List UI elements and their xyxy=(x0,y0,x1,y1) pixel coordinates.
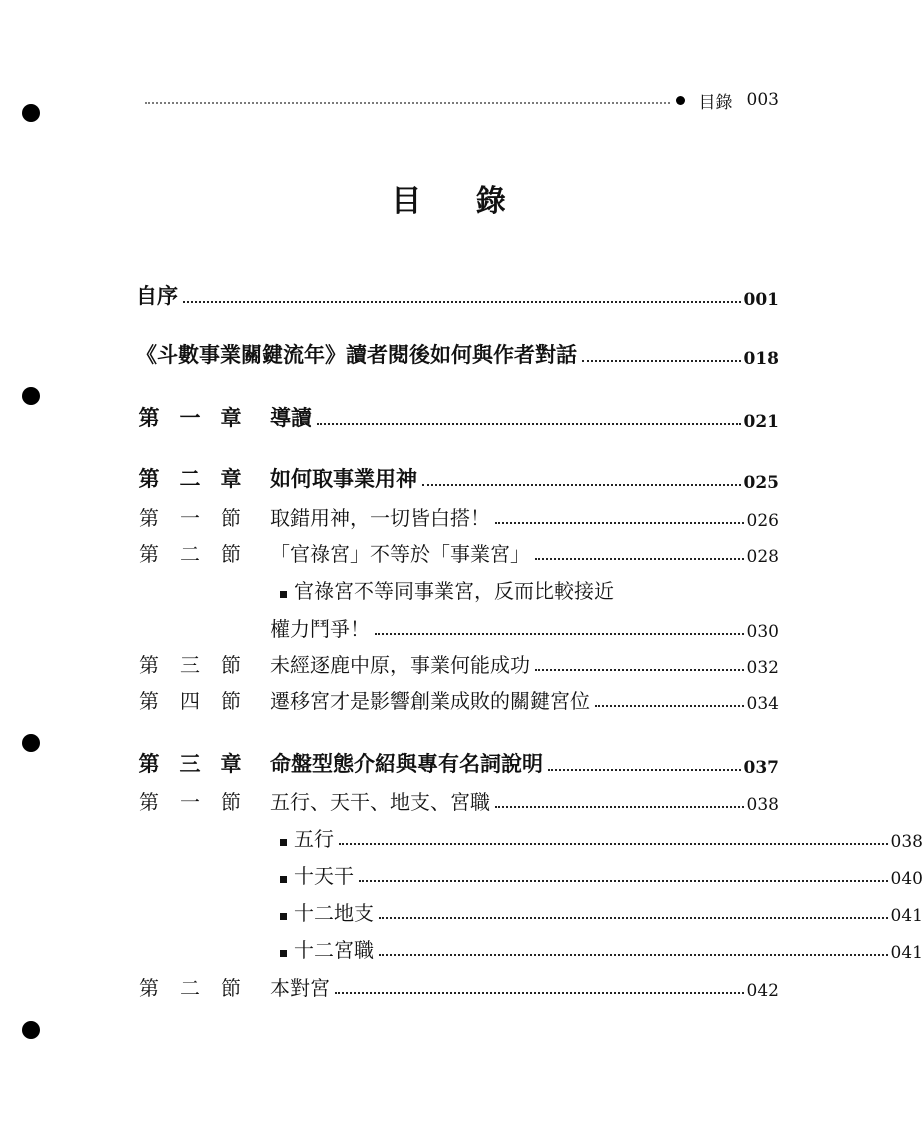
toc-leader xyxy=(379,954,888,956)
toc-leader xyxy=(535,669,744,671)
toc-page-number: 001 xyxy=(743,290,779,310)
toc-subitem[interactable] xyxy=(136,822,923,852)
toc-entry-text: 權力鬥爭！ xyxy=(270,617,370,641)
square-bullet-icon xyxy=(280,950,287,957)
square-bullet-icon xyxy=(280,913,287,920)
toc-leader xyxy=(339,843,888,845)
toc-page-number: 018 xyxy=(743,349,779,369)
binder-hole xyxy=(22,1021,40,1039)
page-title: 目 錄 xyxy=(391,184,528,219)
square-bullet-icon xyxy=(280,876,287,883)
header-section: 目錄 xyxy=(698,92,733,113)
toc-subitem-continued[interactable] xyxy=(270,612,779,642)
toc-leader xyxy=(582,360,741,362)
toc-entry-text: 《斗數事業關鍵流年》讀者閱後如何與作者對話 xyxy=(136,343,577,367)
square-bullet-icon xyxy=(280,839,287,846)
toc-label: 第 三 章 xyxy=(138,752,242,776)
toc-entry-text: 十二地支 xyxy=(294,901,374,925)
toc-label: 第 一 節 xyxy=(139,506,241,530)
toc-subitem[interactable] xyxy=(136,574,779,604)
toc-leader xyxy=(375,633,744,635)
header-page-number: 003 xyxy=(746,90,779,110)
toc-page-number: 025 xyxy=(743,473,779,493)
toc-section-2-1[interactable] xyxy=(136,501,779,531)
toc-page-number: 042 xyxy=(746,981,779,1001)
toc-leader xyxy=(495,806,744,808)
toc-page-number: 037 xyxy=(743,758,779,778)
toc-label: 第 四 節 xyxy=(139,689,241,713)
toc-label: 第 一 章 xyxy=(138,406,242,430)
toc-leader xyxy=(359,880,888,882)
toc-entry-preface[interactable] xyxy=(136,280,779,310)
toc-entry-text: 十二宮職 xyxy=(294,938,374,962)
toc-section-2-4[interactable] xyxy=(136,684,779,714)
toc-section-2-2[interactable] xyxy=(136,537,779,567)
toc-leader xyxy=(379,917,888,919)
toc-page-number: 030 xyxy=(746,622,779,642)
toc-page-number: 028 xyxy=(746,547,779,567)
toc-entry-text: 導讀 xyxy=(270,406,312,430)
toc-entry-text: 命盤型態介紹與專有名詞說明 xyxy=(270,752,543,776)
toc-entry-text: 官祿宮不等同事業宮，反而比較接近 xyxy=(294,579,614,603)
toc-section-2-3[interactable] xyxy=(136,648,779,678)
toc-entry-text: 取錯用神，一切皆白搭！ xyxy=(270,506,490,530)
toc-page-number: 034 xyxy=(746,694,779,714)
toc-label: 第 一 節 xyxy=(139,790,241,814)
binder-hole xyxy=(22,387,40,405)
toc-page-number: 041 xyxy=(890,943,923,963)
toc-label: 第 二 章 xyxy=(138,467,242,491)
toc-leader xyxy=(335,992,744,994)
toc-entry-text: 遷移宮才是影響創業成敗的關鍵宮位 xyxy=(270,689,590,713)
toc-subitem[interactable] xyxy=(136,933,923,963)
toc-section-3-2[interactable] xyxy=(136,971,779,1001)
toc-entry-text: 自序 xyxy=(136,284,178,308)
toc-entry-text: 本對宮 xyxy=(270,976,330,1000)
toc-page-number: 040 xyxy=(890,869,923,889)
toc-chapter-1[interactable] xyxy=(136,402,779,432)
toc-entry-text: 「官祿宮」不等於「事業宮」 xyxy=(270,542,530,566)
toc-page-number: 032 xyxy=(746,658,779,678)
running-header xyxy=(145,88,779,112)
toc-leader xyxy=(535,558,744,560)
toc-entry-text: 十天干 xyxy=(294,864,354,888)
toc-label: 第 二 節 xyxy=(139,976,241,1000)
toc-chapter-2[interactable] xyxy=(136,463,779,493)
toc-leader xyxy=(595,705,744,707)
header-leader xyxy=(145,102,670,104)
toc-page-number: 021 xyxy=(743,412,779,432)
toc-page-number: 038 xyxy=(746,795,779,815)
toc-label: 第 二 節 xyxy=(139,542,241,566)
toc-leader xyxy=(495,522,744,524)
toc-page-number: 041 xyxy=(890,906,923,926)
toc-label: 第 三 節 xyxy=(139,653,241,677)
toc-entry-text: 五行、天干、地支、宮職 xyxy=(270,790,490,814)
toc-section-3-1[interactable] xyxy=(136,785,779,815)
toc-entry-text: 如何取事業用神 xyxy=(270,467,417,491)
toc-page-number: 038 xyxy=(890,832,923,852)
toc-leader xyxy=(548,769,741,771)
toc-leader xyxy=(317,423,741,425)
toc-entry-dialogue[interactable] xyxy=(136,339,779,369)
toc-leader xyxy=(183,301,741,303)
toc-subitem[interactable] xyxy=(136,896,923,926)
square-bullet-icon xyxy=(280,591,287,598)
toc-chapter-3[interactable] xyxy=(136,748,779,778)
header-bullet-icon xyxy=(676,96,685,105)
toc-entry-text: 五行 xyxy=(294,827,334,851)
binder-hole xyxy=(22,104,40,122)
binder-hole xyxy=(22,734,40,752)
toc-subitem[interactable] xyxy=(136,859,923,889)
toc-leader xyxy=(422,484,741,486)
toc-entry-text: 未經逐鹿中原，事業何能成功 xyxy=(270,653,530,677)
toc-page-number: 026 xyxy=(746,511,779,531)
